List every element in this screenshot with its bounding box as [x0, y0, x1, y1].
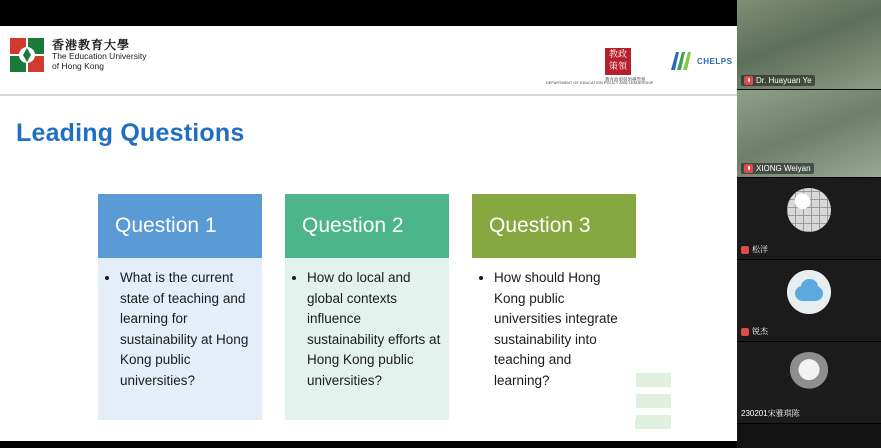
eduhk-name-en-line2: of Hong Kong [52, 60, 104, 71]
eduhk-logo-icon [10, 38, 44, 72]
eduhk-name-cn: 香港教育大學 [52, 37, 131, 52]
mic-muted-icon [741, 246, 749, 254]
chelps-label: CHELPS [697, 56, 733, 66]
page-title: Leading Questions [16, 119, 245, 147]
participant-tile[interactable] [737, 260, 881, 342]
participant-name: 230201宋雅琪陈 [741, 409, 800, 418]
participant-name-badge [741, 244, 768, 255]
question-card [472, 194, 636, 420]
globe-avatar-icon [787, 188, 831, 232]
question-card-bullet: • How do local and global contexts influence sustainability efforts at Hong Kong public universities? [307, 268, 441, 391]
participant-name-badge [741, 163, 814, 174]
mic-muted-icon [744, 76, 753, 85]
decorative-bars [635, 373, 671, 436]
participant-name: 松洋 [752, 245, 768, 254]
participant-tile[interactable] [737, 90, 881, 178]
question-card-body [472, 258, 636, 420]
participant-tile[interactable] [737, 0, 881, 90]
department-label: DEPARTMENT OF EDUCATION POLICY AND LEADERSHIP [546, 81, 654, 85]
question-card [285, 194, 449, 420]
eduhk-name-en-line1: The Education University [52, 51, 147, 62]
question-card-heading: Question 1 [98, 194, 262, 258]
slide-header-band [0, 26, 737, 96]
question-card-heading: Question 3 [472, 194, 636, 258]
question-card-body [285, 258, 449, 420]
chelps-logo [668, 48, 732, 74]
mic-muted-icon [741, 328, 749, 336]
participant-tile[interactable] [737, 342, 881, 424]
question-card [98, 194, 262, 420]
question-card-heading: Question 2 [285, 194, 449, 258]
cloud-avatar-icon [787, 270, 831, 314]
chelps-logo-icon [668, 48, 694, 74]
eduhk-logo [10, 38, 147, 72]
question-card-bullet: • How should Hong Kong public universities integrate sustainability into teaching and learning? [494, 268, 628, 391]
participant-tile[interactable] [737, 178, 881, 260]
participant-name-badge [741, 75, 815, 86]
question-cards [98, 194, 636, 420]
participant-name-badge [741, 408, 800, 419]
participant-name: Dr. Huayuan Ye [756, 76, 812, 85]
question-card-bullet: • What is the current state of teaching and learning for sustainability at Hong Kong public universities? [120, 268, 254, 391]
person-avatar-icon [787, 352, 831, 396]
epl-seal-caption: 教育政策與領導學系 [605, 77, 646, 82]
mic-muted-icon [744, 164, 753, 173]
red-seal-icon: 教政策領 [605, 48, 631, 75]
participant-strip[interactable] [737, 0, 881, 448]
epl-seal-logo [605, 48, 646, 83]
question-card-body [98, 258, 262, 420]
participant-name: XIONG Weiyan [756, 164, 811, 173]
participant-name: 锐杰 [752, 327, 768, 336]
participant-name-badge [741, 326, 768, 337]
